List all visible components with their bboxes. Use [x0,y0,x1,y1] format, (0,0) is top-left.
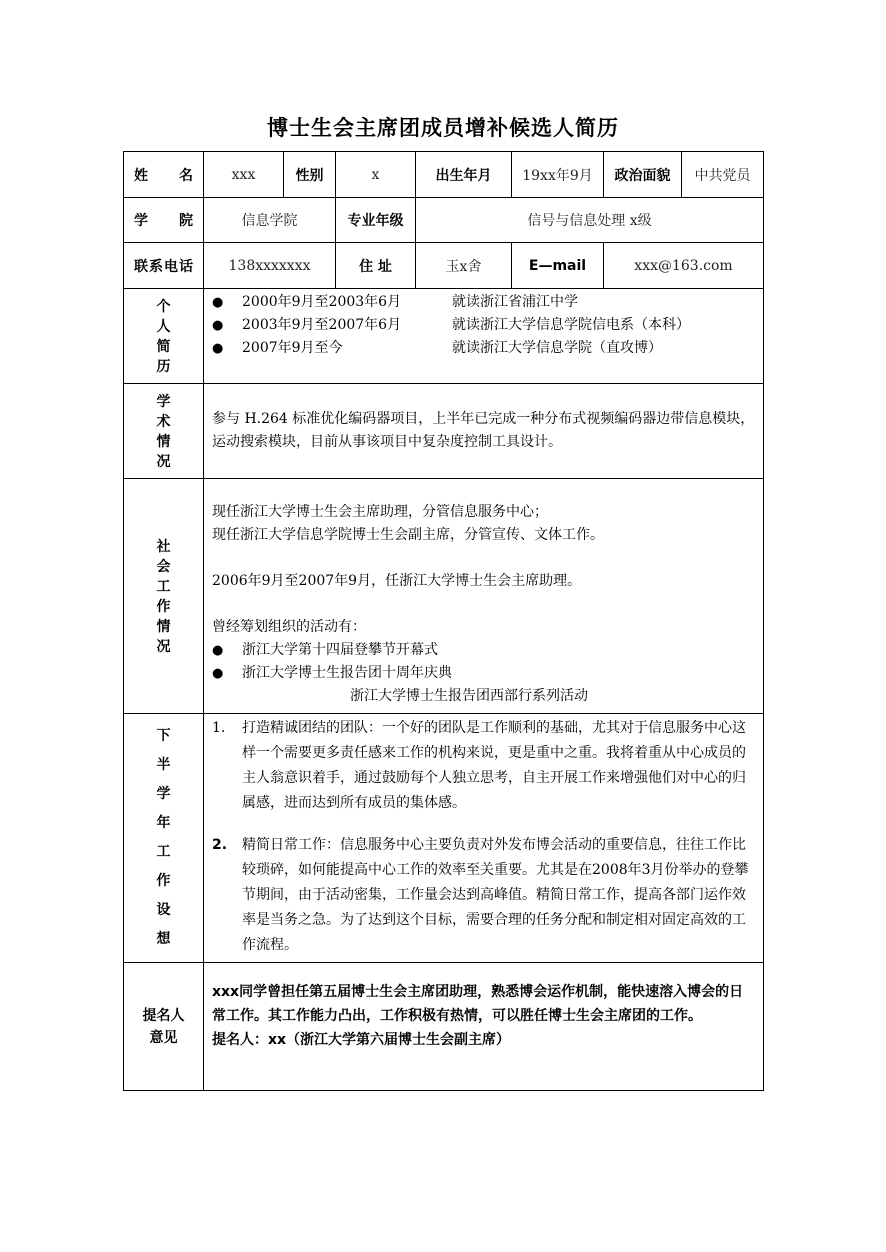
gender-value: x [336,152,416,198]
resume-label: 个 人 简 历 [124,289,204,384]
resume-content [204,289,764,384]
name-value: xxx [204,152,284,198]
row-social [124,479,764,714]
academic-content: 参与 H.264 标准优化编码器项目，上半年已完成一种分布式视频编码器边带信息模块，运动搜索模块，目前从事该项目中复杂度控制工具设计。 [204,384,764,479]
college-label: 学 院 [124,198,204,243]
name-label: 姓 名 [124,152,204,198]
row-plan [124,714,764,963]
social-label: 社 会 工 作 情 况 [124,479,204,714]
birth-value: 19xx年9月 [512,152,604,198]
address-value: 玉x舍 [416,243,512,289]
list-item: ● 2000年9月至2003年6月 就读浙江省浦江中学 [212,291,755,314]
email-value: xxx@163.com [604,243,764,289]
row-contact [124,243,764,289]
plan-content [204,714,764,963]
college-value: 信息学院 [204,198,336,243]
list-item: ● 2003年9月至2007年6月 就读浙江大学信息学院信电系（本科） [212,314,755,337]
political-value: 中共党员 [682,152,764,198]
bullet-icon: ● [212,643,224,658]
nominator-label: 提名人 意见 [124,963,204,1091]
row-college [124,198,764,243]
row-basic-info [124,152,764,198]
row-resume [124,289,764,384]
phone-label: 联系电话 [124,243,204,289]
list-item: 1. 打造精诚团结的团队：一个好的团队是工作顺利的基础，尤其对于信息服务中心这样一个需要更多责任感来工作的机构来说，更是重中之重。我将着重从中心成员的主人翁意识着手，通过鼓励每个人独立思考，自主开展工作来增强他们对中心的归属感，进而达到所有成员的集体感。 [212,720,746,811]
academic-label: 学 术 情 况 [124,384,204,479]
major-value: 信号与信息处理 x级 [416,198,764,243]
major-label: 专业年级 [336,198,416,243]
bullet-icon: ● [212,341,224,356]
phone-value: 138xxxxxxx [204,243,336,289]
social-content: 现任浙江大学博士生会主席助理，分管信息服务中心； 现任浙江大学信息学院博士生会副主席，分管宣传、文体工作。 2006年9月至2007年9月，任浙江大学博士生会主席助理。 曾经筹划组织的活动有： ● 浙江大学第十四届登攀节开幕式 ● 浙江大学博士生报告团十周年庆典 浙江大学博士生报告团西部行系列活动 [204,479,764,714]
bullet-icon: ● [212,295,224,310]
list-item: ● 浙江大学第十四届登攀节开幕式 [212,639,755,662]
list-item: ● 2007年9月至今 就读浙江大学信息学院（直攻博） [212,337,755,360]
gender-label: 性别 [284,152,336,198]
nominator-content: xxx同学曾担任第五届博士生会主席团助理，熟悉博会运作机制，能快速溶入博会的日常工作。其工作能力凸出，工作积极有热情，可以胜任博士生会主席团的工作。 提名人：xx（浙江大学第六届博士生会副主席） [204,963,764,1091]
political-label: 政治面貌 [604,152,682,198]
address-label: 住 址 [336,243,416,289]
row-nominator [124,963,764,1091]
birth-label: 出生年月 [416,152,512,198]
bullet-icon: ● [212,666,224,681]
email-label: E—mail [512,243,604,289]
resume-table [123,151,764,1091]
list-item: 2. 精简日常工作：信息服务中心主要负责对外发布博会活动的重要信息，往往工作比较琐碎，如何能提高中心工作的效率至关重要。尤其是在2008年3月份举办的登攀节期间，由于活动密集，工作量会达到高峰值。精简日常工作，提高各部门运作效率是当务之急。为了达到这个目标，需要合理的任务分配和制定相对固定高效的工作流程。 [212,837,749,953]
row-academic [124,384,764,479]
list-item: ● 浙江大学博士生报告团十周年庆典 [212,662,755,685]
page-title: 博士生会主席团成员增补候选人简历 [267,116,619,140]
bullet-icon: ● [212,318,224,333]
plan-label: 下 半 学 年 工 作 设 想 [124,714,204,963]
